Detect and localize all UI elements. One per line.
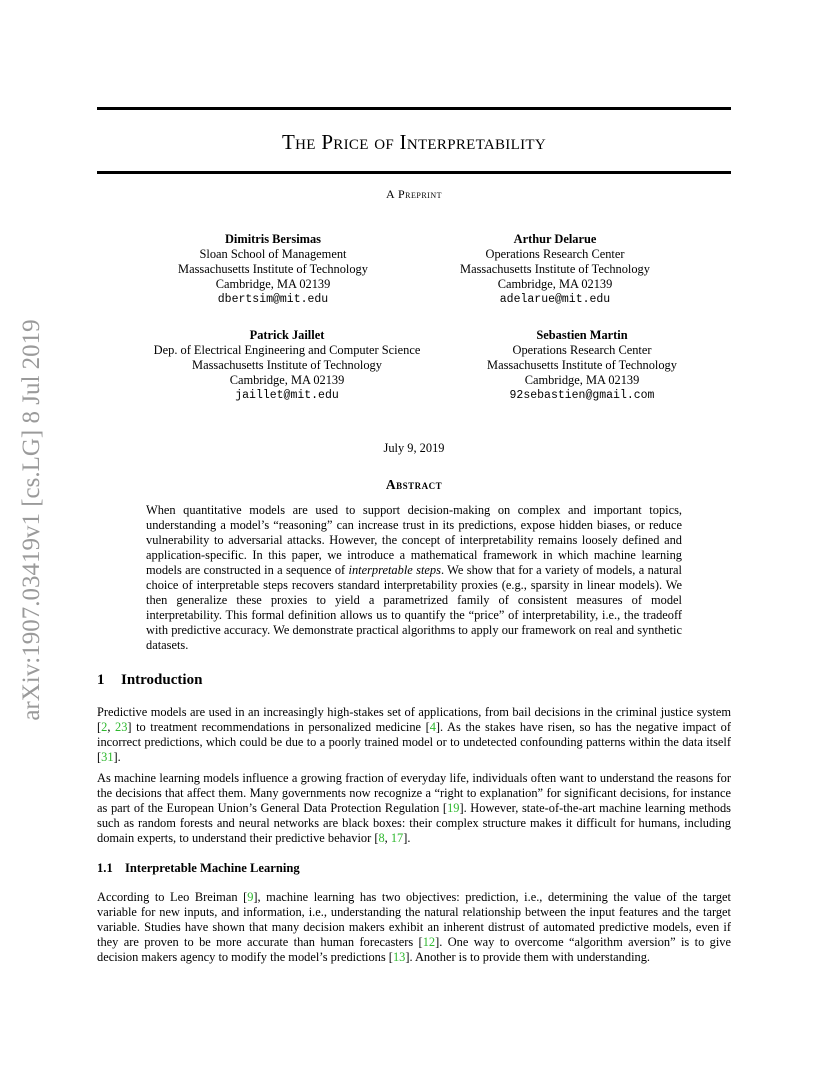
author-email[interactable]: jaillet@mit.edu — [235, 389, 339, 402]
citation-link[interactable]: 2 — [101, 720, 108, 734]
author-city: Cambridge, MA 02139 — [215, 277, 331, 291]
section-number: 1 — [97, 672, 105, 688]
citation-link[interactable]: 31 — [101, 750, 114, 764]
arxiv-sidebar-stamp: arXiv:1907.03419v1 [cs.LG] 8 Jul 2019 — [18, 319, 45, 721]
citation-link[interactable]: 19 — [447, 801, 460, 815]
author-institution: Massachusetts Institute of Technology — [178, 262, 368, 276]
citation-link[interactable]: 4 — [429, 720, 436, 734]
author-city: Cambridge, MA 02139 — [229, 373, 345, 387]
author-email[interactable]: 92sebastien@gmail.com — [509, 389, 655, 402]
author-institution: Massachusetts Institute of Technology — [192, 358, 382, 372]
author-email[interactable]: dbertsim@mit.edu — [217, 293, 329, 306]
author-dept: Sloan School of Management — [199, 247, 347, 261]
author-name: Patrick Jaillet — [249, 328, 325, 342]
author-dept: Operations Research Center — [485, 247, 625, 261]
author-city: Cambridge, MA 02139 — [497, 277, 613, 291]
author-block — [422, 328, 742, 403]
section-title: Introduction — [121, 672, 203, 688]
author-name: Sebastien Martin — [536, 328, 628, 342]
author-dept: Dep. of Electrical Engineering and Computer Science — [153, 343, 421, 357]
title-top-rule — [97, 107, 731, 110]
preprint-label: A Preprint — [385, 187, 442, 201]
paper-date: July 9, 2019 — [383, 441, 445, 455]
citation-link[interactable]: 8 — [378, 831, 385, 845]
author-block — [113, 232, 433, 307]
paragraph: According to Leo Breiman [9], machine learning has two objectives: prediction, i.e., determining the value of the target variable for new inputs, and information, i.e., understanding the natural relationship between the input features and the target variable. Studies have shown that many decision makers exhibit an inherent distrust of automated predictive models, even if they are proven to be more accurate than human forecasters [12]. One way to overcome “algorithm aversion” is to give decision makers agency to modify the model’s predictions [13]. Another is to provide them with understanding. — [97, 890, 731, 964]
abstract-emphasis: interpretable steps — [348, 563, 441, 577]
author-email[interactable]: adelarue@mit.edu — [499, 293, 611, 306]
citation-link[interactable]: 17 — [390, 831, 404, 845]
author-city: Cambridge, MA 02139 — [524, 373, 640, 387]
paragraph: As machine learning models influence a growing fraction of everyday life, individuals often want to understand the reasons for the decisions that affect them. Many governments now recognize a “right to explanation” for significant decisions, for instance as part of the European Union’s General Data Protection Regulation [19]. However, state-of-the-art machine learning methods such as random forests and neural networks are black boxes: their complex structure makes it difficult for humans, including domain experts, to understand their predictive behavior [8, 17]. — [97, 771, 731, 845]
abstract-body: When quantitative models are used to support decision-making on complex and important topics, understanding a model’s “reasoning” can increase trust in its predictions, expose hidden biases, or reduce vulnerability to adversarial attacks. However, the concept of interpretability remains loosely defined and application-specific. In this paper, we introduce a mathematical framework in which machine learning models are constructed in a sequence of interpretable steps. We show that for a variety of models, a natural choice of interpretable steps recovers standard interpretability proxies (e.g., sparsity in linear models). We then generalize these proxies to yield a parametrized family of consistent measures of model interpretability. This formal definition allows us to quantify the “price” of interpretability, i.e., the tradeoff with predictive accuracy. We demonstrate practical algorithms to apply our framework on real and synthetic datasets. — [146, 503, 682, 652]
author-dept: Operations Research Center — [512, 343, 652, 357]
citation-link[interactable]: 23 — [115, 720, 128, 734]
citation-link[interactable]: 13 — [392, 950, 406, 964]
subsection-number: 1.1 — [97, 861, 113, 875]
subsection-title: Interpretable Machine Learning — [125, 861, 300, 875]
paragraph: Predictive models are used in an increasingly high-stakes set of applications, from bail decisions in the criminal justice system [2, 23] to treatment recommendations in personalized medicine [4]. As the stakes have risen, so has the negative impact of incorrect predictions, which could be due to a poorly trained model or to undetected confounding patterns within the data itself [31]. — [97, 705, 731, 764]
author-name: Dimitris Bersimas — [224, 232, 321, 246]
title-bottom-rule — [97, 171, 731, 174]
author-block — [127, 328, 447, 403]
section-heading — [97, 672, 202, 689]
paper-title: The Price of Interpretability — [282, 130, 546, 154]
subsection-heading — [97, 861, 300, 876]
citation-link[interactable]: 9 — [247, 890, 254, 904]
author-block — [395, 232, 715, 307]
abstract-heading: Abstract — [385, 477, 443, 492]
author-institution: Massachusetts Institute of Technology — [460, 262, 650, 276]
author-institution: Massachusetts Institute of Technology — [487, 358, 677, 372]
citation-link[interactable]: 12 — [422, 935, 436, 949]
author-name: Arthur Delarue — [513, 232, 597, 246]
